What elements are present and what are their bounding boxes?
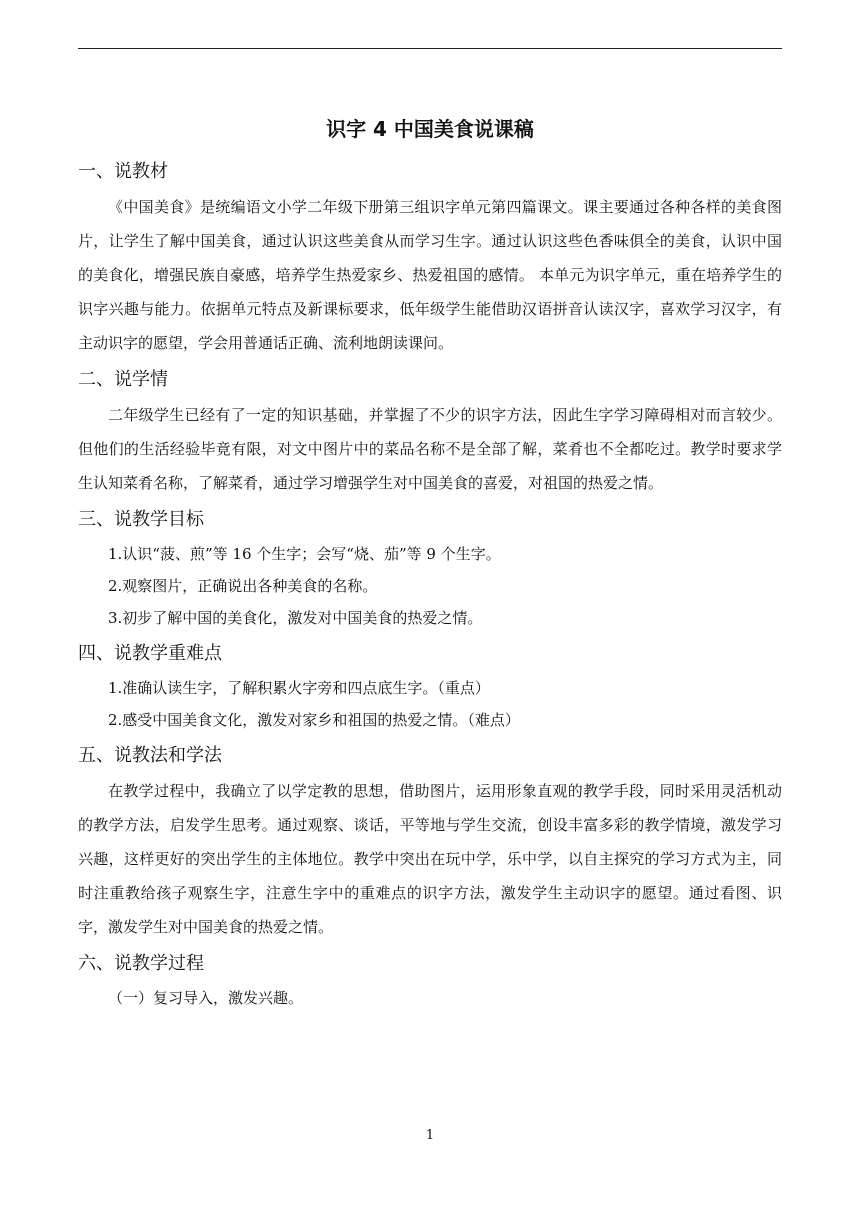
section-heading: 四、说教学重难点 [78, 643, 222, 664]
list-item: 1.认识“菠、煎”等 16 个生字；会写“烧、茄”等 9 个生字。 [108, 545, 501, 563]
header-rule [78, 48, 782, 49]
section-paragraph: 二年级学生已经有了一定的知识基础，并掌握了不少的识字方法，因此生字学习障碍相对而言较少。但他们的生活经验毕竟有限，对文中图片中的菜品名称不是全部了解，菜肴也不全都吃过。教学时要求学生认知菜肴名称，了解菜肴，通过学习增强学生对中国美食的喜爱，对祖国的热爱之情。 [78, 406, 782, 492]
list-item: 1.准确认读生字，了解积累火字旁和四点底生字。（重点） [108, 679, 490, 697]
list-item: 2.感受中国美食文化，激发对家乡和祖国的热爱之情。（难点） [108, 711, 520, 729]
section-objectives [78, 506, 782, 634]
section-process [78, 950, 782, 1014]
section-heading: 二、说学情 [78, 369, 168, 390]
list-item: 3.初步了解中国的美食化，激发对中国美食的热爱之情。 [108, 609, 483, 627]
list-item: （一）复习导入，激发兴趣。 [108, 989, 304, 1007]
document-body [78, 108, 782, 1014]
section-heading: 六、说教学过程 [78, 953, 204, 974]
section-heading: 一、说教材 [78, 161, 168, 182]
document-title: 识字 4 中国美食说课稿 [326, 117, 534, 141]
page-number: 1 [425, 1128, 435, 1143]
section-textbook [78, 158, 782, 360]
section-heading: 五、说教法和学法 [78, 745, 222, 766]
list-item: 2.观察图片，正确说出各种美食的名称。 [108, 577, 378, 595]
section-paragraph: 《中国美食》是统编语文小学二年级下册第三组识字单元第四篇课文。课主要通过各种各样的美食图片，让学生了解中国美食，通过认识这些美食从而学习生字。通过认识这些色香味俱全的美食，认识中国的美食化，增强民族自豪感，培养学生热爱家乡、热爱祖国的感情。 本单元为识字单元，重在培养学生的识字兴趣与能力。依据单元特点及新课标要求，低年级学生能借助汉语拼音认读汉字，喜欢学习汉字，有主动识字的愿望，学会用普通话正确、流利地朗读课问。 [78, 198, 782, 352]
section-key-points [78, 640, 782, 736]
section-methods [78, 742, 782, 944]
section-heading: 三、说教学目标 [78, 509, 204, 530]
section-paragraph: 在教学过程中，我确立了以学定教的思想，借助图片，运用形象直观的教学手段，同时采用灵活机动的教学方法，启发学生思考。通过观察、谈话，平等地与学生交流，创设丰富多彩的教学情境，激发学习兴趣，这样更好的突出学生的主体地位。教学中突出在玩中学，乐中学，以自主探究的学习方式为主，同时注重教给孩子观察生字，注意生字中的重难点的识字方法，激发学生主动识字的愿望。通过看图、识字，激发学生对中国美食的热爱之情。 [78, 782, 782, 936]
section-students [78, 366, 782, 500]
